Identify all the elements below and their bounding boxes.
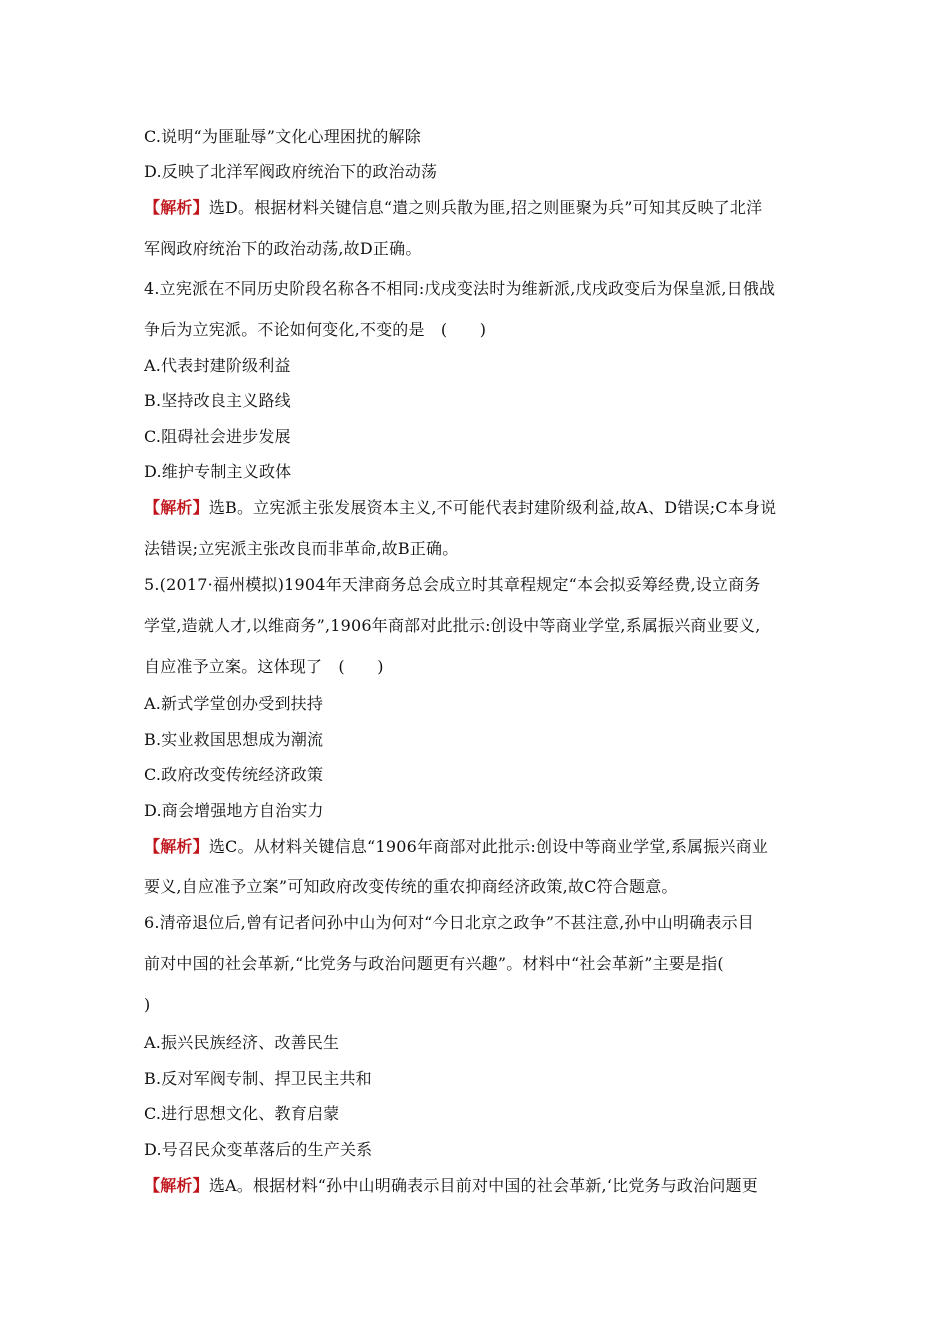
q3-analysis-text-1: 选D。根据材料关键信息“遣之则兵散为匪,招之则匪聚为兵”可知其反映了北洋 (208, 198, 763, 217)
q3-analysis-line-2: 军阀政府统治下的政治动荡,故D正确。 (144, 239, 422, 258)
q4-option-a: A.代表封建阶级利益 (144, 356, 291, 375)
q6-stem-line-1: 6.清帝退位后,曾有记者问孙中山为何对“今日北京之政争”不甚注意,孙中山明确表示目 (144, 913, 754, 932)
q6-analysis-text-1: 选A。根据材料“孙中山明确表示目前对中国的社会革新,‘比党务与政治问题更 (208, 1176, 758, 1195)
q4-option-b: B.坚持改良主义路线 (144, 391, 291, 410)
q5-stem-line-1: 5.(2017·福州模拟)1904年天津商务总会成立时其章程规定“本会拟妥筹经费,设立商务 (144, 575, 761, 594)
analysis-tag: 【解析】 (144, 837, 209, 856)
q3-analysis-line-1 (144, 197, 762, 219)
q6-stem-line-3: ) (144, 995, 151, 1014)
q6-stem-line-2: 前对中国的社会革新,“比党务与政治问题更有兴趣”。材料中“社会革新”主要是指( (144, 954, 724, 973)
q6-option-d: D.号召民众变革落后的生产关系 (144, 1140, 373, 1159)
q4-stem-line-1: 4.立宪派在不同历史阶段名称各不相同:戊戌变法时为维新派,戊戌政变后为保皇派,日俄战 (144, 279, 776, 298)
q5-option-d: D.商会增强地方自治实力 (144, 801, 324, 820)
q5-analysis-text-1: 选C。从材料关键信息“1906年商部对此批示:创设中等商业学堂,系属振兴商业 (208, 837, 769, 856)
q5-option-c: C.政府改变传统经济政策 (144, 765, 324, 784)
q6-analysis-line-1 (144, 1175, 758, 1197)
q6-option-b: B.反对军阀专制、捍卫民主共和 (144, 1069, 372, 1088)
q4-option-d: D.维护专制主义政体 (144, 462, 292, 481)
analysis-tag: 【解析】 (144, 1176, 209, 1195)
q5-option-a: A.新式学堂创办受到扶持 (144, 694, 324, 713)
analysis-tag: 【解析】 (144, 498, 209, 517)
analysis-tag: 【解析】 (144, 198, 209, 217)
q4-analysis-text-1: 选B。立宪派主张发展资本主义,不可能代表封建阶级利益,故A、D错误;C本身说 (208, 498, 777, 517)
q5-analysis-line-1 (144, 836, 768, 858)
q3-option-c: C.说明“为匪耻辱”文化心理困扰的解除 (144, 127, 421, 146)
q5-analysis-line-2: 要义,自应准予立案”可知政府改变传统的重农抑商经济政策,故C符合题意。 (144, 877, 678, 896)
q4-analysis-line-2: 法错误;立宪派主张改良而非革命,故B正确。 (144, 539, 459, 558)
q5-stem-line-3: 自应准予立案。这体现了 ( ) (144, 657, 384, 676)
q4-stem-line-2: 争后为立宪派。不论如何变化,不变的是 ( ) (144, 320, 487, 339)
q4-option-c: C.阻碍社会进步发展 (144, 427, 291, 446)
q4-analysis-line-1 (144, 497, 776, 519)
q3-option-d: D.反映了北洋军阀政府统治下的政治动荡 (144, 162, 438, 181)
q6-option-a: A.振兴民族经济、改善民生 (144, 1033, 340, 1052)
q5-stem-line-2: 学堂,造就人才,以维商务”,1906年商部对此批示:创设中等商业学堂,系属振兴商业要义, (144, 616, 761, 635)
q5-option-b: B.实业救国思想成为潮流 (144, 730, 324, 749)
q6-option-c: C.进行思想文化、教育启蒙 (144, 1104, 340, 1123)
